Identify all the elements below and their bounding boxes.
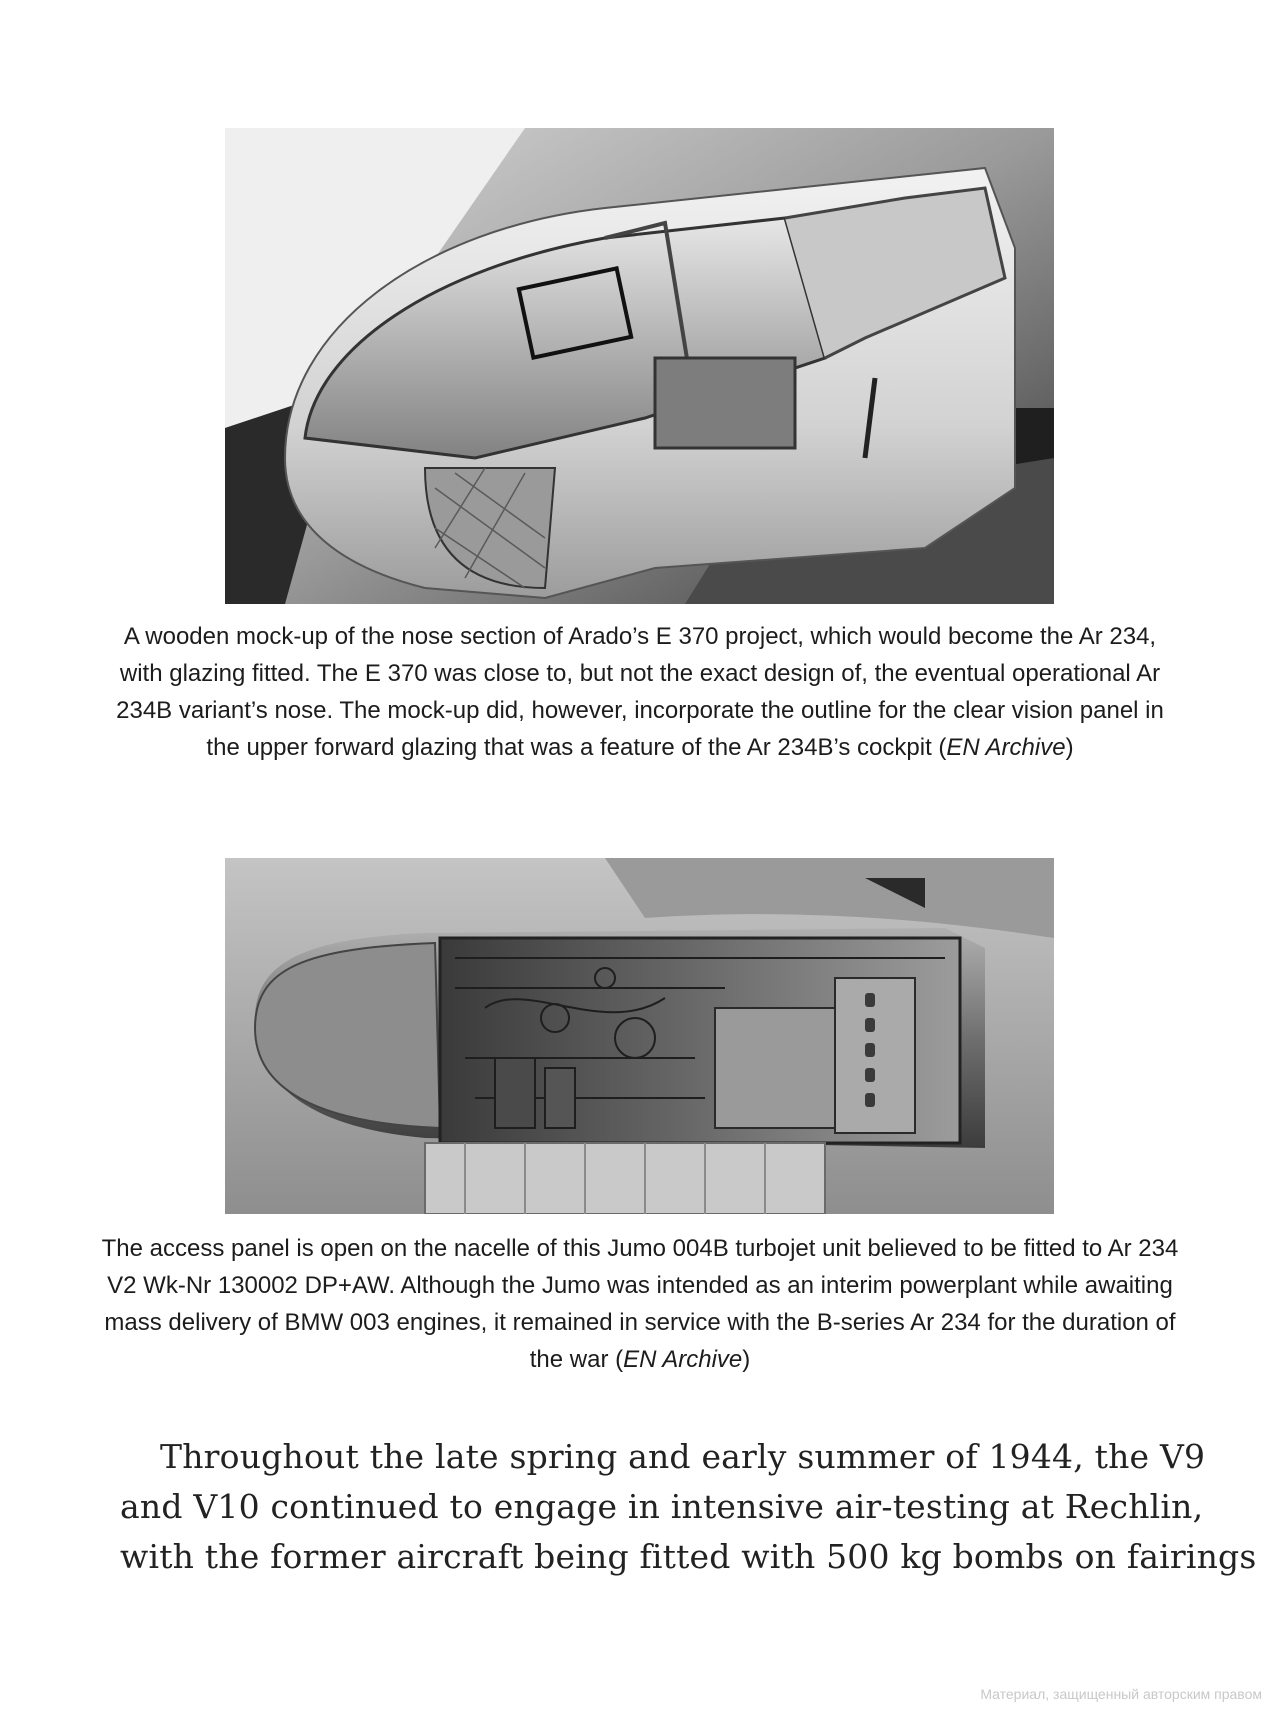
caption-close: )	[1065, 734, 1074, 761]
caption-credit: EN Archive	[946, 734, 1066, 761]
caption-credit: EN Archive	[623, 1346, 743, 1373]
copyright-watermark: Материал, защищенный авторским правом	[980, 1686, 1262, 1702]
nose-mockup-caption	[100, 618, 1180, 766]
jumo-nacelle-image	[225, 858, 1054, 1214]
body-line: and V10 continued to engage in intensive air-testing at Rechlin,	[120, 1487, 1204, 1526]
nose-mockup-image	[225, 128, 1054, 604]
jumo-nacelle-caption	[100, 1230, 1180, 1378]
body-line: with the former aircraft being fitted with 500 kg bombs on fairings	[120, 1537, 1257, 1576]
nose-mockup-photo	[225, 128, 1054, 604]
body-line: Throughout the late spring and early summer of 1944, the V9	[160, 1437, 1206, 1476]
body-paragraph	[120, 1432, 1257, 1582]
caption-close: )	[742, 1346, 751, 1373]
caption-text: A wooden mock-up of the nose section of Arado’s E 370 project, which would become the Ar 234, with glazing fitted. The E 370 was close to, but not the exact design of, the eventual operational Ar 234B variant’s nose. The mock-up did, however, incorporate the outline for the clear vision panel in the upper forward glazing that was a feature of the Ar 234B’s cockpit (	[116, 623, 1164, 761]
jumo-nacelle-photo	[225, 858, 1054, 1214]
caption-text: The access panel is open on the nacelle of this Jumo 004B turbojet unit believed to be fitted to Ar 234 V2 Wk-Nr 130002 DP+AW. Although the Jumo was intended as an interim powerplant while awaiting mass delivery of BMW 003 engines, it remained in service with the B-series Ar 234 for the duration of the war (	[101, 1235, 1179, 1373]
